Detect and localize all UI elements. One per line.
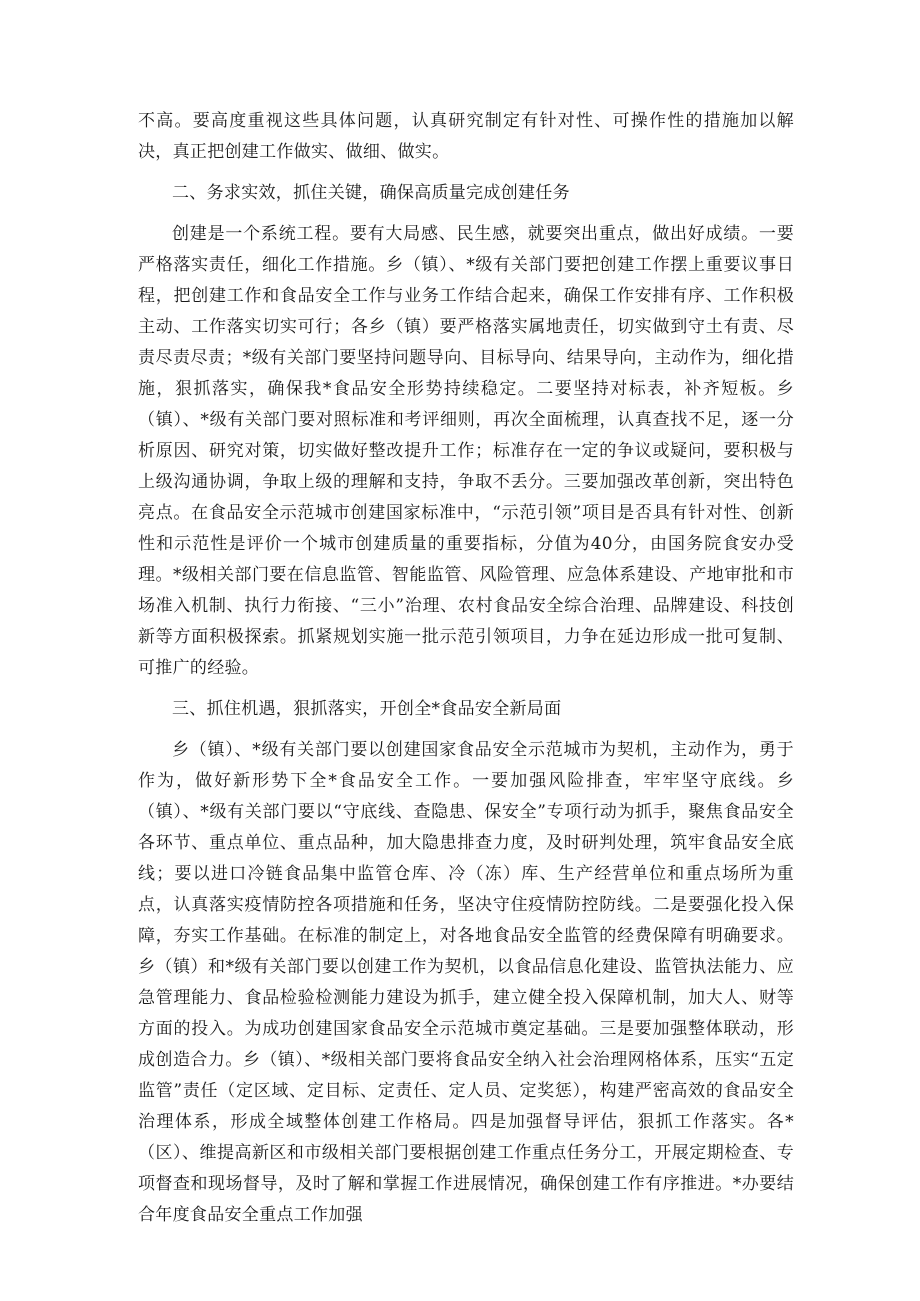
body-paragraph-section-two: 创建是一个系统工程。要有大局感、民生感，就要突出重点，做出好成绩。一要严格落实责任，细化工作措施。乡（镇）、*级有关部门要把创建工作摆上重要议事日程，把创建工作和食品安全工作与业务工作结合起来，确保工作安排有序、工作积极主动、工作落实切实可行；各乡（镇）要严格落实属地责任，切实做到守土有责、尽责尽责尽责；*级有关部门要坚持问题导向、目标导向、结果导向，主动作为，细化措施，狠抓落实，确保我*食品安全形势持续稳定。二要坚持对标表，补齐短板。乡（镇）、*级有关部门要对照标准和考评细则，再次全面梳理，认真查找不足，逐一分析原因、研究对策，切实做好整改提升工作；标准存在一定的争议或疑问，要积极与上级沟通协调，争取上级的理解和支持，争取不丢分。三要加强改革创新，突出特色亮点。在食品安全示范城市创建国家标准中，“示范引领”项目是否具有针对性、创新性和示范性是评价一个城市创建质量的重要指标，分值为40分，由国务院食安办受理。*级相关部门要在信息监管、智能监管、风险管理、应急体系建设、产地审批和市场准入机制、执行力衔接、“三小”治理、农村食品安全综合治理、品牌建设、科技创新等方面积极探索。抓紧规划实施一批示范引领项目，力争在延边形成一批可复制、可推广的经验。 bbox=[138, 224, 794, 678]
section-heading-two: 二、务求实效，抓住关键，确保高质量完成创建任务 bbox=[172, 183, 570, 203]
document-page bbox=[138, 106, 794, 1231]
body-paragraph-continuation: 不高。要高度重视这些具体问题，认真研究制定有针对性、可操作性的措施加以解决，真正把创建工作做实、做细、做实。 bbox=[138, 111, 794, 162]
section-heading-three: 三、抓住机遇，狠抓落实，开创全*食品安全新局面 bbox=[172, 699, 562, 719]
body-paragraph-section-three: 乡（镇）、*级有关部门要以创建国家食品安全示范城市为契机，主动作为，勇于作为，做好新形势下全*食品安全工作。一要加强风险排查，牢牢坚守底线。乡（镇）、*级有关部门要以“守底线、查隐患、保安全”专项行动为抓手，聚焦食品安全各环节、重点单位、重点品种，加大隐患排查力度，及时研判处理，筑牢食品安全底线；要以进口冷链食品集中监管仓库、冷（冻）库、生产经营单位和重点场所为重点，认真落实疫情防控各项措施和任务，坚决守住疫情防控防线。二是要强化投入保障，夯实工作基础。在标准的制定上，对各地食品安全监管的经费保障有明确要求。乡（镇）和*级有关部门要以创建工作为契机，以食品信息化建设、监管执法能力、应急管理能力、食品检验检测能力建设为抓手，建立健全投入保障机制，加大人、财等方面的投入。为成功创建国家食品安全示范城市奠定基础。三是要加强整体联动，形成创造合力。乡（镇）、*级相关部门要将食品安全纳入社会治理网格体系，压实“五定监管”责任（定区域、定目标、定责任、定人员、定奖惩），构建严密高效的食品安全治理体系，形成全域整体创建工作格局。四是加强督导评估，狠抓工作落实。各*（区）、维提高新区和市级相关部门要根据创建工作重点任务分工，开展定期检查、专项督查和现场督导，及时了解和掌握工作进展情况，确保创建工作有序推进。*办要结合年度食品安全重点工作加强 bbox=[138, 740, 794, 1225]
